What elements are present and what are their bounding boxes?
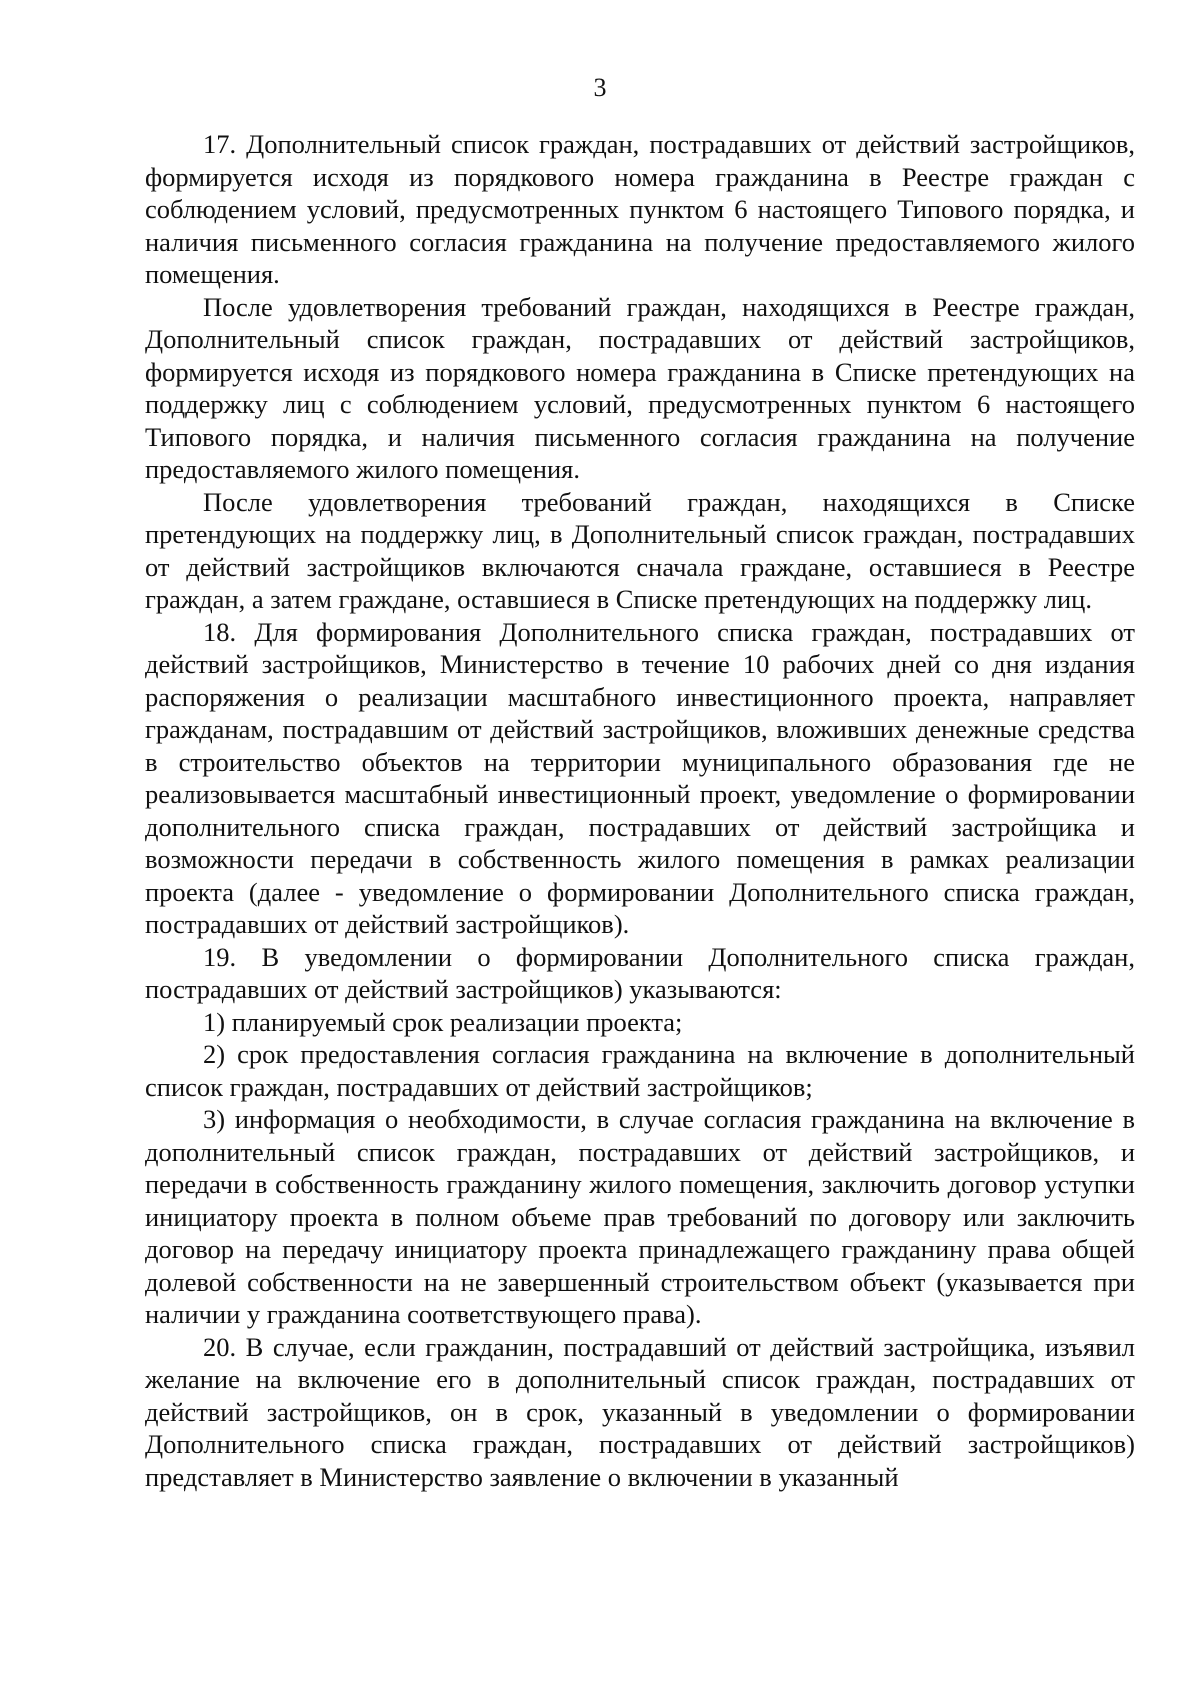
page-number: 3 [593, 73, 607, 102]
paragraph-19-item-2: 2) срок предоставления согласия гражданина на включение в дополнительный список граждан, пострадавших от действий застройщиков; [145, 1039, 1135, 1102]
paragraph-17-list-continuation: После удовлетворения требований граждан, находящихся в Списке претендующих на поддержку лиц, в Дополнительный список граждан, пострадавших от действий застройщиков включаются сначала граждане, оставшиеся в Реестре граждан, а затем граждане, оставшиеся в Списке претендующих на поддержку лиц. [145, 486, 1135, 614]
paragraph-19-item-3: 3) информация о необходимости, в случае согласия гражданина на включение в дополнительный список граждан, пострадавших от действий застройщиков, и передачи в собственность гражданину жилого помещения, заключить договор уступки инициатору проекта в полном объеме прав требований по договору или заключить договор на передачу инициатору проекта принадлежащего гражданину права общей долевой собственности на не завершенный строительством объект (указывается при наличии у гражданина соответствующего права). [145, 1104, 1135, 1329]
document-body [145, 128, 1135, 1493]
paragraph-19: 19. В уведомлении о формировании Дополнительного списка граждан, пострадавших от действий застройщиков) указываются: [145, 941, 1135, 1004]
paragraph-17: 17. Дополнительный список граждан, пострадавших от действий застройщиков, формируется исходя из порядкового номера гражданина в Реестре граждан с соблюдением условий, предусмотренных пунктом 6 настоящего Типового порядка, и наличия письменного согласия гражданина на получение предоставляемого жилого помещения. [145, 129, 1135, 289]
paragraph-19-item-1: 1) планируемый срок реализации проекта; [203, 1006, 683, 1037]
paragraph-18: 18. Для формирования Дополнительного списка граждан, пострадавших от действий застройщиков, Министерство в течение 10 рабочих дней со дня издания распоряжения о реализации масштабного инвестиционного проекта, направляет гражданам, пострадавшим от действий застройщиков, вложивших денежные средства в строительство объектов на территории муниципального образования где не реализовывается масштабный инвестиционный проект, уведомление о формировании дополнительного списка граждан, пострадавших от действий застройщика и возможности передачи в собственность жилого помещения в рамках реализации проекта (далее - уведомление о формировании Дополнительного списка граждан, пострадавших от действий застройщиков). [145, 616, 1135, 939]
paragraph-17-registry-continuation: После удовлетворения требований граждан, находящихся в Реестре граждан, Дополнительный список граждан, пострадавших от действий застройщиков, формируется исходя из порядкового номера гражданина в Списке претендующих на поддержку лиц с соблюдением условий, предусмотренных пунктом 6 настоящего Типового порядка, и наличия письменного согласия гражданина на получение предоставляемого жилого помещения. [145, 291, 1135, 484]
paragraph-20: 20. В случае, если гражданин, пострадавший от действий застройщика, изъявил желание на включение его в дополнительный список граждан, пострадавших от действий застройщиков, он в срок, указанный в уведомлении о формировании Дополнительного списка граждан, пострадавших от действий застройщиков) представляет в Министерство заявление о включении в указанный [145, 1331, 1135, 1492]
